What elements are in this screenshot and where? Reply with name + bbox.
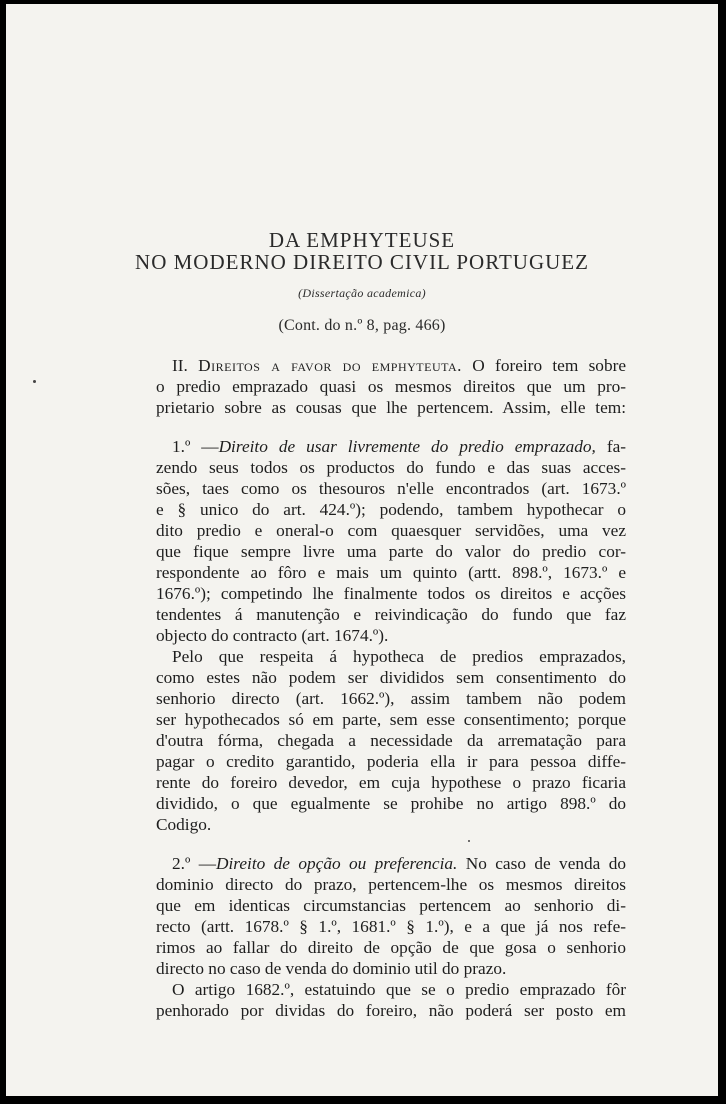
para2-line: rente do foreiro devedor, em cuja hypothese o prazo ficaria <box>156 773 626 792</box>
item2-line: directo no caso de venda do dominio util do prazo. <box>156 959 507 978</box>
item1-number: 1.º — <box>172 437 219 456</box>
section-line: o predio emprazado quasi os mesmos direitos que um pro- <box>156 377 626 396</box>
para2-line: Codigo. <box>156 815 212 834</box>
item2-line: rimos ao fallar do direito de opção de que gosa o senhorio <box>156 938 626 957</box>
item2-line: dominio directo do prazo, pertencem-lhe os mesmos direitos <box>156 875 626 894</box>
title-line-1: DA EMPHYTEUSE <box>268 228 456 252</box>
item2-title: Direito de opção ou preferencia. <box>216 854 458 873</box>
item1-line: 1676.º); competindo lhe finalmente todos os direitos e acções <box>156 584 626 603</box>
item2-number: 2.º — <box>172 854 216 873</box>
item1-line: sões, taes como os thesouros n'elle encontrados (art. 1673.º <box>156 479 626 498</box>
item2-title-rest: No caso de venda do <box>457 854 626 873</box>
item1-line: que fique sempre livre uma parte do valor do predio cor- <box>156 542 626 561</box>
subtitle: (Dissertação academica) <box>298 286 426 300</box>
document-page <box>6 4 718 1096</box>
item1-line: e § unico do art. 424.º); podendo, tambem hypothecar o <box>156 500 626 519</box>
item1-line: zendo seus todos os productos do fundo e das suas acces- <box>156 458 626 477</box>
para2-line: senhorio directo (art. 1662.º), assim tambem não podem <box>156 689 626 708</box>
section-line: prietario sobre as cousas que lhe pertencem. Assim, elle tem: <box>156 398 626 417</box>
para2-line: d'outra fórma, chegada a necessidade da arrematação para <box>156 731 626 750</box>
para2-line: pagar o credito garantido, poderia ella ir para pessoa diffe- <box>156 752 626 771</box>
para2-line: Pelo que respeita á hypotheca de predios emprazados, <box>172 647 626 666</box>
item2-heading-line <box>156 854 626 874</box>
section-numeral: II. <box>172 356 188 375</box>
para2-line: dividido, o que egualmente se prohibe no artigo 898.º do <box>156 794 626 813</box>
paper-speck <box>468 840 470 842</box>
item1-title-rest: fa- <box>595 437 627 456</box>
item1-heading-line <box>156 437 626 457</box>
para2-line: ser hypothecados só em parte, sem esse consentimento; porque <box>156 710 626 729</box>
continuation-note: (Cont. do n.º 8, pag. 466) <box>278 317 446 334</box>
item2-line: que em identicas circumstancias pertencem ao senhorio di- <box>156 896 626 915</box>
paper-speck <box>33 380 36 383</box>
item1-line: respondente ao fôro e mais um quinto (artt. 898.º, 1673.º e <box>156 563 626 582</box>
item1-line: dito predio e oneral-o com quaesquer servidões, uma vez <box>156 521 626 540</box>
section-heading: Direitos a favor do emphyteuta. <box>198 356 462 375</box>
title-line-2: NO MODERNO DIREITO CIVIL PORTUGUEZ <box>135 250 589 274</box>
item1-line: tendentes á manutenção e reivindicação do fundo que faz <box>156 605 626 624</box>
para4-line: penhorado por dividas do foreiro, não poderá ser posto em <box>156 1001 626 1020</box>
section-line1-rest: O foreiro tem sobre <box>462 356 627 375</box>
section-heading-line <box>156 356 626 376</box>
item2-line: recto (artt. 1678.º § 1.º, 1681.º § 1.º), e a que já nos refe- <box>156 917 626 936</box>
item1-title: Direito de usar livremente do predio emprazado, <box>218 437 596 456</box>
para2-line: como estes não podem ser divididos sem consentimento do <box>156 668 626 687</box>
para4-line: O artigo 1682.º, estatuindo que se o predio emprazado fôr <box>172 980 626 999</box>
item1-line: objecto do contracto (art. 1674.º). <box>156 626 389 645</box>
